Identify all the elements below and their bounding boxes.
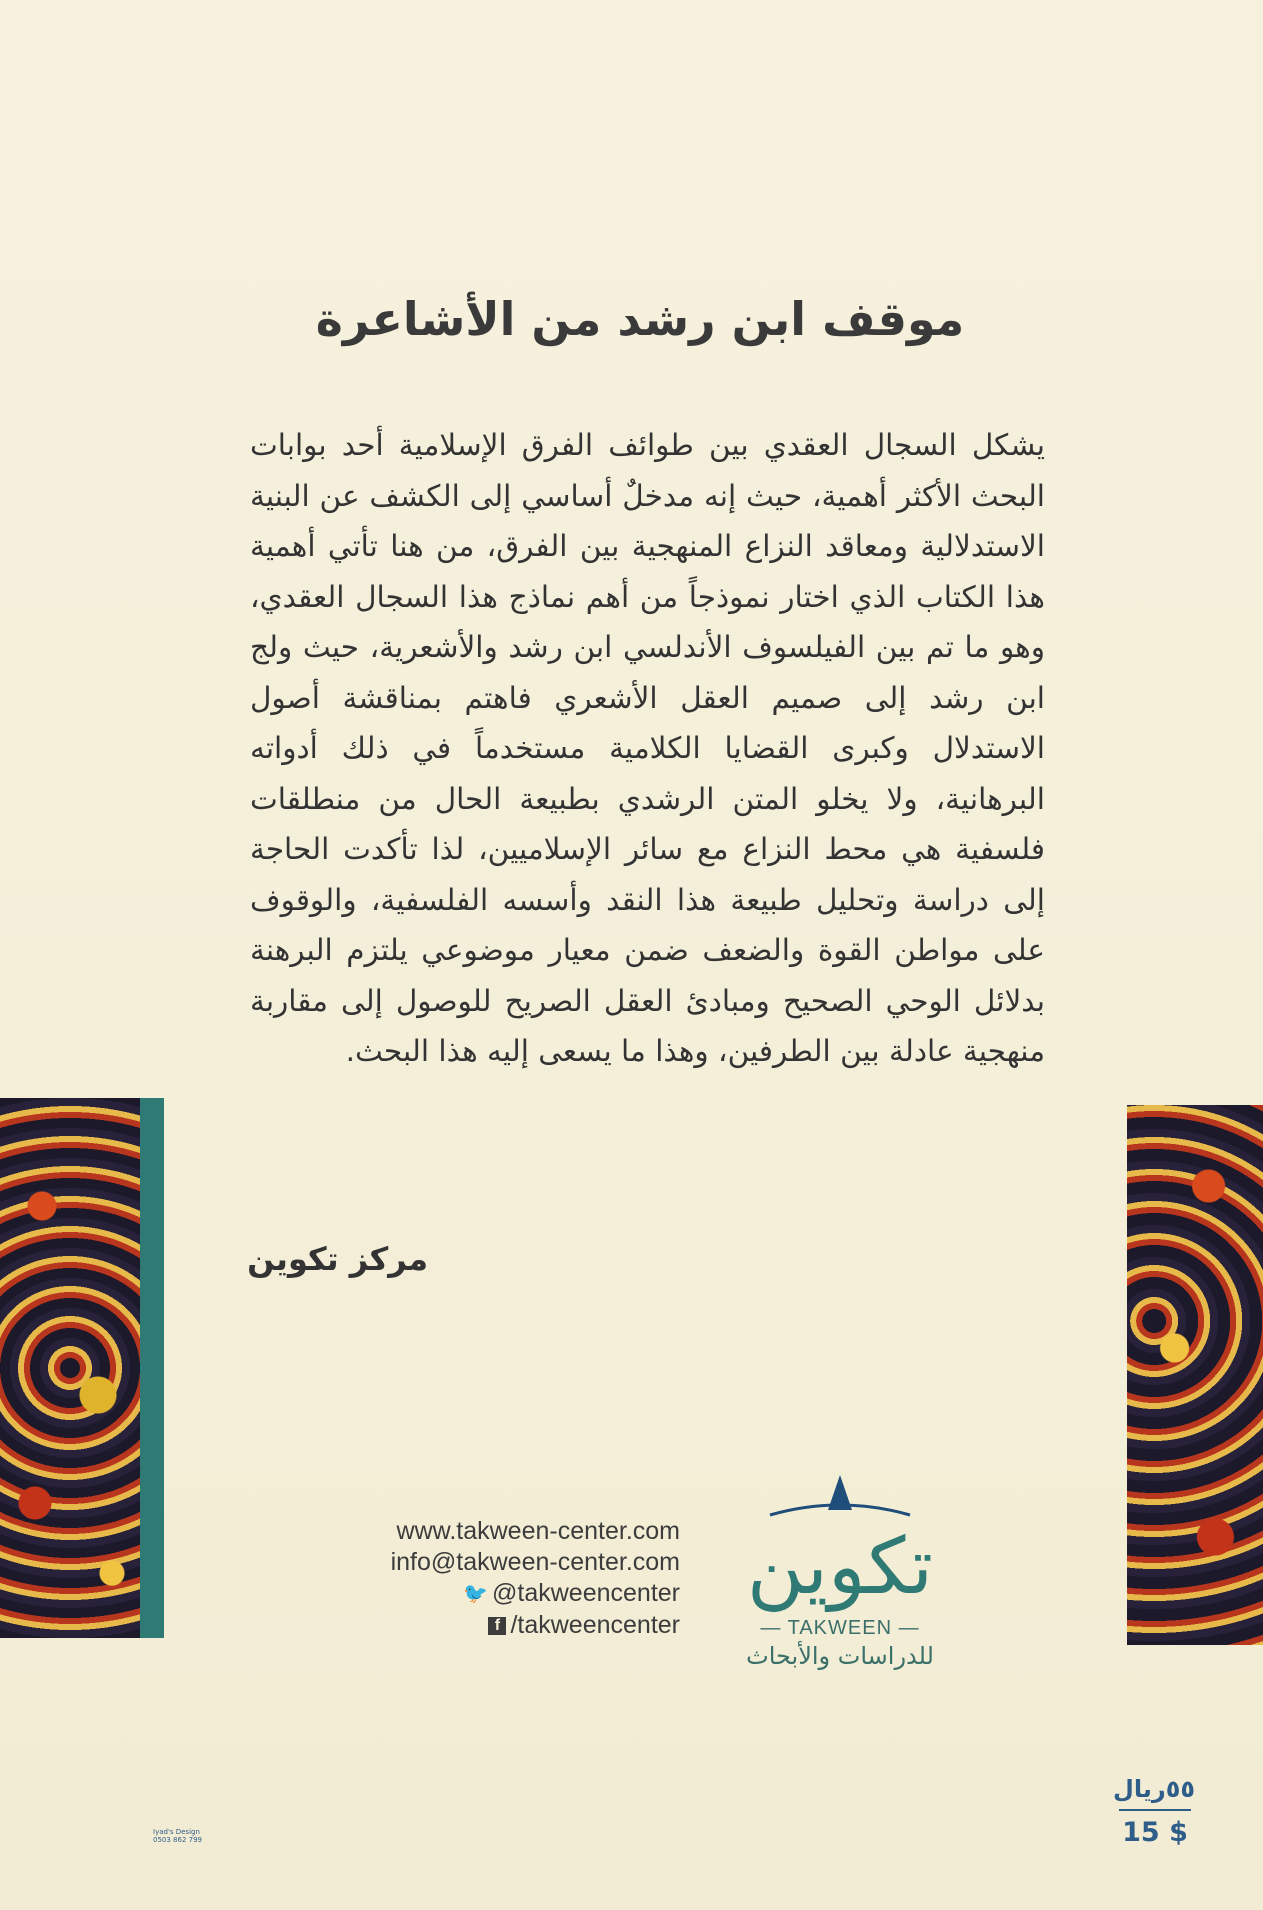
ornament-left-bar xyxy=(140,1098,164,1638)
facebook-handle: /takweencenter xyxy=(510,1610,680,1639)
price-divider xyxy=(1119,1809,1191,1811)
designer-mark xyxy=(153,1828,202,1844)
twitter-icon: 🐦 xyxy=(463,1582,489,1605)
logo-latin: — TAKWEEN — xyxy=(760,1617,920,1639)
facebook-row xyxy=(320,1610,680,1641)
website-link: www.takween-center.com xyxy=(396,1517,680,1545)
twitter-row xyxy=(320,1578,680,1610)
logo-latin-text: TAKWEEN xyxy=(787,1617,893,1639)
ornament-right xyxy=(1127,1105,1263,1645)
book-title: موقف ابن رشد من الأشاعرة xyxy=(315,292,965,346)
facebook-icon: f xyxy=(488,1617,506,1635)
price-riyal: ٥٥ريال xyxy=(1113,1775,1195,1803)
contact-block xyxy=(320,1516,680,1641)
publisher-logo xyxy=(730,1465,950,1695)
twitter-handle: @takweencenter xyxy=(492,1579,680,1607)
signature: مركز تكوين xyxy=(247,1240,428,1278)
price-block xyxy=(1115,1775,1195,1848)
designer-phone: 0503 862 799 xyxy=(153,1836,202,1844)
logo-mark xyxy=(740,1465,940,1615)
price-usd: 15 $ xyxy=(1122,1817,1188,1848)
logo-arabic: تكوين xyxy=(746,1522,934,1612)
synopsis xyxy=(250,420,1045,1077)
ornament-left xyxy=(0,1098,140,1638)
designer-name: Iyad's Design xyxy=(153,1828,200,1836)
logo-tagline: للدراسات والأبحاث xyxy=(746,1642,934,1670)
email-link: info@takween-center.com xyxy=(390,1548,680,1576)
synopsis-paragraph: يشكل السجال العقدي بين طوائف الفرق الإسلامية أحد بوابات البحث الأكثر أهمية، حيث إنه مدخلٌ أساسي إلى الكشف عن البنية الاستدلالية ومعاقد النزاع المنهجية بين الفرق، من هنا تأتي أهمية هذا الكتاب الذي اختار نموذجاً من أهم نماذج هذا السجال العقدي، وهو ما تم بين الفيلسوف الأندلسي ابن رشد والأشعرية، حيث ولج ابن رشد إلى صميم العقل الأشعري فاهتم بمناقشة أصول الاستدلال وكبرى القضايا الكلامية مستخدماً في ذلك أدواته البرهانية، ولا يخلو المتن الرشدي بطبيعة الحال من منطلقات فلسفية هي محط النزاع مع سائر الإسلاميين، لذا تأكدت الحاجة إلى دراسة وتحليل طبيعة هذا النقد وأسسه الفلسفية، والوقوف على مواطن القوة والضعف ضمن معيار موضوعي يلتزم البرهنة بدلائل الوحي الصحيح ومبادئ العقل الصريح للوصول إلى مقاربة منهجية عادلة بين الطرفين، وهذا ما يسعى إليه هذا البحث. xyxy=(250,428,1045,1068)
